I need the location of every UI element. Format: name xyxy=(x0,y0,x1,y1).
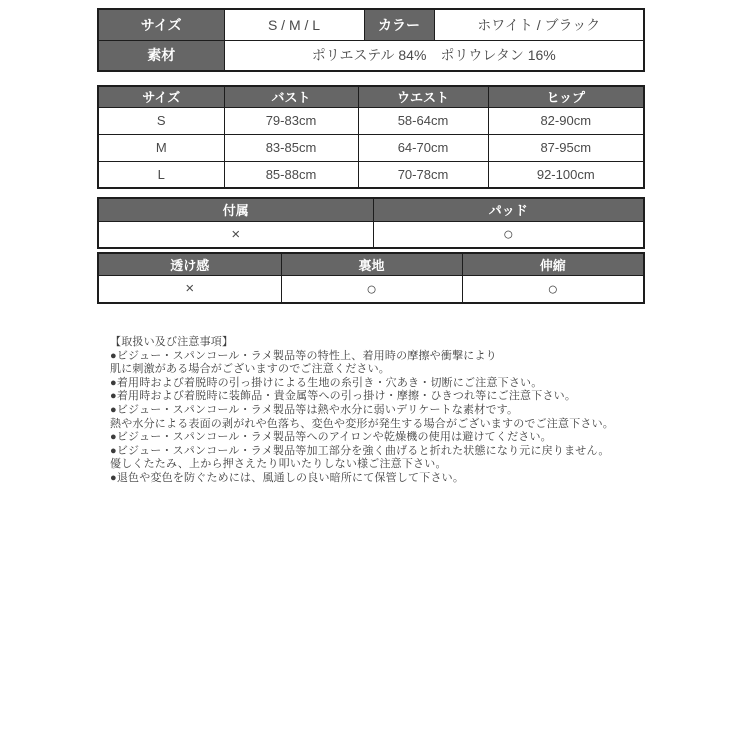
accessory-header-cell: 付属 xyxy=(98,198,373,221)
circle-mark: ○ xyxy=(366,278,377,299)
care-note-line: 優しくたたみ、上から押さえたり叩いたりしない様ご注意下さい。 xyxy=(110,458,447,471)
hip-cell: 82-90cm xyxy=(488,107,644,134)
product-info-table xyxy=(97,8,645,72)
table-row xyxy=(98,40,644,71)
cross-mark: × xyxy=(231,225,241,243)
color-value-cell: ホワイト / ブラック xyxy=(434,9,644,40)
hip-cell: 92-100cm xyxy=(488,161,644,188)
care-note-line: 熱や水分による表面の剥がれや色落ち、変色や変形が発生する場合がございますのでご注意下さい。 xyxy=(110,417,614,430)
waist-cell: 64-70cm xyxy=(358,134,488,161)
column-header-hip: ヒップ xyxy=(488,86,644,107)
size-name-cell: M xyxy=(98,134,224,161)
care-note-line: ●ビジュー・スパンコール・ラメ製品等の特性上、着用時の摩擦や衝撃により xyxy=(110,349,497,362)
care-notes-title: 【取扱い及び注意事項】 xyxy=(110,336,234,348)
lining-value-cell xyxy=(281,275,462,303)
stretch-header-cell: 伸縮 xyxy=(462,253,644,275)
pad-value-cell xyxy=(373,221,644,248)
pad-header-cell: パッド xyxy=(373,198,644,221)
table-header-row xyxy=(98,86,644,107)
cross-mark: × xyxy=(185,280,195,298)
hip-cell: 87-95cm xyxy=(488,134,644,161)
accessory-value-cell xyxy=(98,221,373,248)
lining-header-cell: 裏地 xyxy=(281,253,462,275)
care-note-line: ●ビジュー・スパンコール・ラメ製品等は熱や水分に弱いデリケートな素材です。 xyxy=(110,403,519,416)
product-spec-section xyxy=(97,8,643,486)
sheerness-header-cell: 透け感 xyxy=(98,253,281,275)
size-chart-table xyxy=(97,85,645,189)
table-row-size-m xyxy=(98,134,644,161)
bust-cell: 83-85cm xyxy=(224,134,358,161)
material-value-cell: ポリエステル 84% ポリウレタン 16% xyxy=(224,40,644,71)
care-note-line: ●ビジュー・スパンコール・ラメ製品等加工部分を強く曲げると折れた状態になり元に戻りません。 xyxy=(110,444,610,457)
sheerness-lining-stretch-table xyxy=(97,252,645,304)
care-note-line: ●着用時および着脱時の引っ掛けによる生地の糸引き・穴あき・切断にご注意下さい。 xyxy=(110,376,543,389)
size-header-cell: サイズ xyxy=(98,9,224,40)
table-header-row xyxy=(98,198,644,221)
circle-mark: ○ xyxy=(502,224,514,245)
care-note-line: 肌に刺激がある場合がございますのでご注意ください。 xyxy=(110,363,390,376)
table-row-size-s xyxy=(98,107,644,134)
bust-cell: 79-83cm xyxy=(224,107,358,134)
size-value-cell: S / M / L xyxy=(224,9,364,40)
column-header-waist: ウエスト xyxy=(358,86,488,107)
circle-mark: ○ xyxy=(547,278,559,299)
waist-cell: 70-78cm xyxy=(358,161,488,188)
accessory-pad-table xyxy=(97,197,645,249)
waist-cell: 58-64cm xyxy=(358,107,488,134)
care-notes xyxy=(97,336,643,486)
table-header-row xyxy=(98,253,644,275)
sheerness-value-cell xyxy=(98,275,281,303)
table-row xyxy=(98,221,644,248)
size-name-cell: S xyxy=(98,107,224,134)
size-name-cell: L xyxy=(98,161,224,188)
bust-cell: 85-88cm xyxy=(224,161,358,188)
table-row xyxy=(98,9,644,40)
care-note-line: ●退色や変色を防ぐためには、風通しの良い暗所にて保管して下さい。 xyxy=(110,471,465,484)
column-header-bust: バスト xyxy=(224,86,358,107)
care-note-line: ●ビジュー・スパンコール・ラメ製品等へのアイロンや乾燥機の使用は避けてください。 xyxy=(110,431,552,444)
table-row xyxy=(98,275,644,303)
column-header-size: サイズ xyxy=(98,86,224,107)
care-note-line: ●着用時および着脱時に装飾品・貴金属等への引っ掛け・摩擦・ひきつれ等にご注意下さい。 xyxy=(110,390,577,403)
stretch-value-cell xyxy=(462,275,644,303)
material-header-cell: 素材 xyxy=(98,40,224,71)
table-row-size-l xyxy=(98,161,644,188)
color-header-cell: カラー xyxy=(364,9,434,40)
